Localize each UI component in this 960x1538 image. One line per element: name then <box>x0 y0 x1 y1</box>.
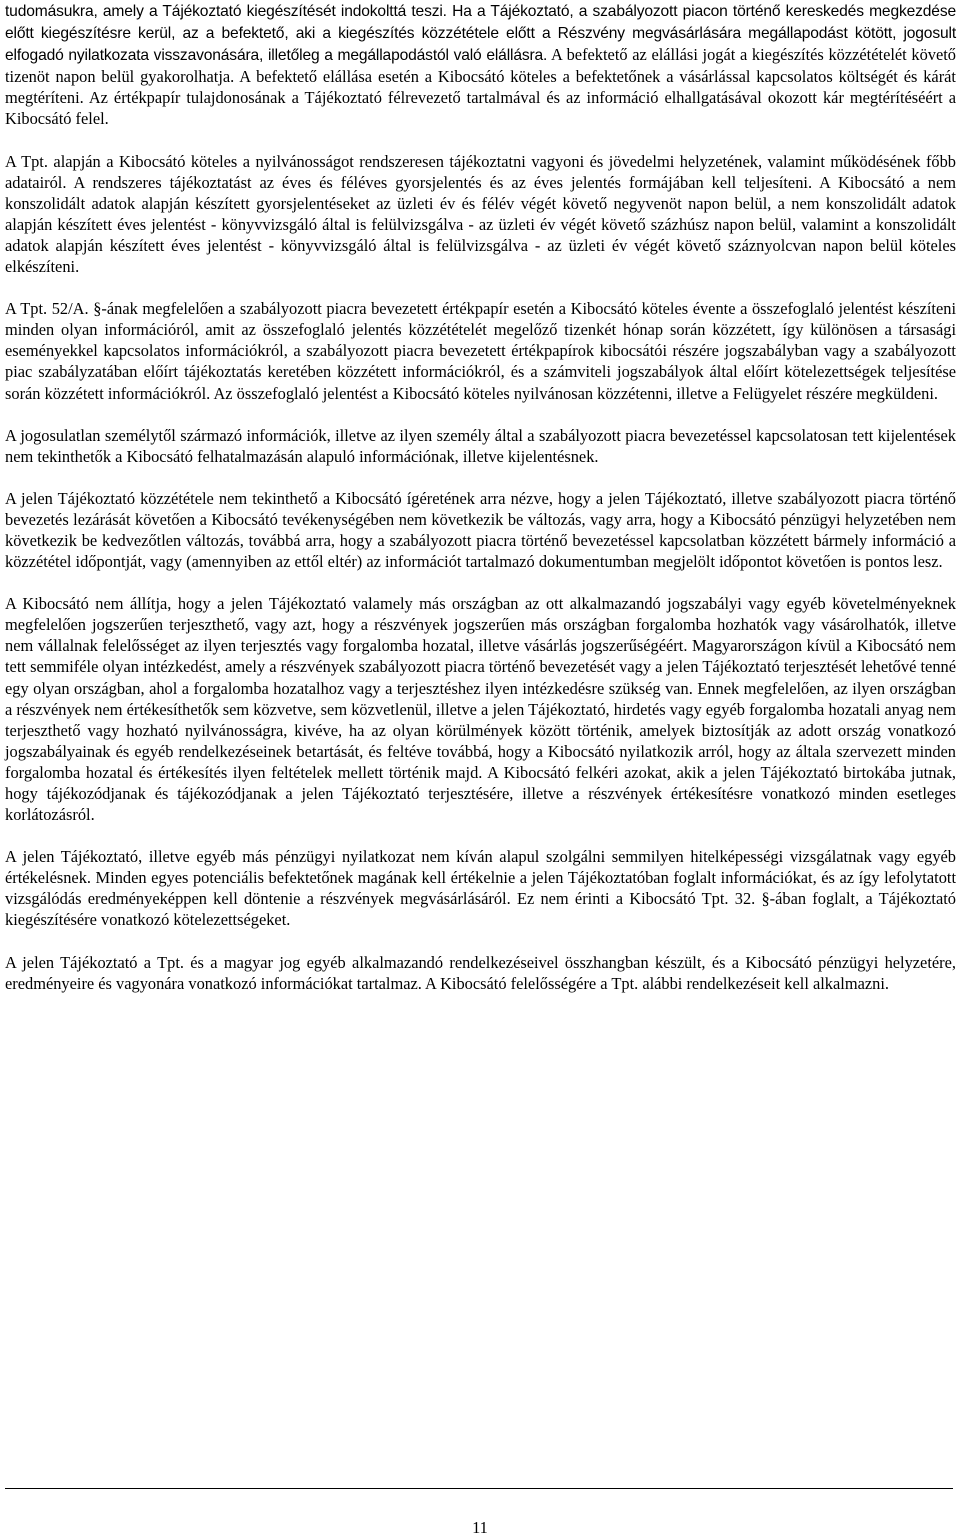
paragraph-summary-report: A Tpt. 52/A. §-ának megfelelően a szabályozott piacra bevezetett értékpapír esetén a Kibocsátó köteles évente a összefoglaló jelentést készíteni minden olyan információról, amit az összefoglaló jelentés közzétételét megelőző tizenkét hónap során közzétett, így különösen a társasági eseményekkel kapcsolatos információkról, a szabályozott piacra bevezetett értékpapírok kibocsátói részére jogszabályban vagy a szabályozott piac szabályzatában előírt tájékoztatás keretében közzétett információkról, és a számviteli jogszabályok által előírt kötelezettségek teljesítése során közzétett információkról. Az összefoglaló jelentést a Kibocsátó köteles nyilvánosan közzétenni, illetve a Felügyelet részére megküldeni. <box>5 299 956 403</box>
paragraph-applicable-law: A jelen Tájékoztató a Tpt. és a magyar jog egyéb alkalmazandó rendelkezéseivel összhangban készült, és a Kibocsátó pénzügyi helyzetére, eredményeire és vagyonára vonatkozó információkat tartalmaz. A Kibocsátó felelősségére a Tpt. alábbi rendelkezéseit kell alkalmazni. <box>5 952 956 993</box>
footer-divider <box>5 1488 953 1489</box>
paragraph-regular-reporting: A Tpt. alapján a Kibocsátó köteles a nyilvánosságot rendszeresen tájékoztatni vagyoni és jövedelmi helyzetének, valamint működésének főbb adatairól. A rendszeres tájékoztatást az éves és féléves gyorsjelentés és az éves jelentés formájában kell teljesíteni. A Kibocsátó a nem konszolidált adatok alapján készített gyorsjelentéseket az üzleti év és félév végét követő negyvenöt napon belül, a nem konszolidált adatok alapján készített éves jelentést - könyvvizsgáló által is felülvizsgálva - az üzleti év végét követő százhúsz napon belül, valamint a konszolidált adatok alapján készített éves jelentést - könyvvizsgáló által is felülvizsgálva - az üzleti év végét követő száznyolcvan napon belül köteles elkészíteni. <box>5 151 956 277</box>
page-number: 11 <box>472 1518 488 1537</box>
paragraph-investor-evaluation: A jelen Tájékoztató, illetve egyéb más pénzügyi nyilatkozat nem kíván alapul szolgálni semmilyen hitelképességi vizsgálatnak vagy egyéb értékelésnek. Minden egyes potenciális befektetőnek magának kell értékelnie a jelen Tájékoztatóban foglalt információkat, és az így lefolytatott vizsgálódás eredményeképpen kell döntenie a részvények megvásárlásáról. Ez nem érinti a Kibocsátó Tpt. 32. §-ában foglalt, a Tájékoztató kiegészítésére vonatkozó kötelezettségeket. <box>5 847 956 930</box>
paragraph-unauthorized-information: A jogosulatlan személytől származó információk, illetve az ilyen személy által a szabályozott piacra bevezetéssel kapcsolatosan tett kijelentések nem tekinthetők a Kibocsátó felhatalmazásán alapuló információnak, illetve kijelentésnek. <box>5 425 956 466</box>
paragraph-withdrawal-right <box>5 0 956 130</box>
paragraph-withdrawal-right-rest: A befektető az elállási jogát a kiegészítés közzétételét követő tizenöt napon belül gyakorolhatja. A befektető elállása esetén a Kibocsátó köteles a befektetőnek a vásárlással kapcsolatos költségét és kárát megtéríteni. Az értékpapír tulajdonosának a Tájékoztató félrevezető tartalmával és az információ elhallgatásával okozott kár megtérítéséért a Kibocsátó felel. <box>5 45 956 129</box>
paragraph-foreign-distribution: A Kibocsátó nem állítja, hogy a jelen Tájékoztató valamely más országban az ott alkalmazandó jogszabályi vagy egyéb követelményeknek megfelelően jogszerűen terjeszthető, vagy azt, hogy a részvények jogszerűen más országban forgalomba hozhatók vagy vásárolhatók, illetve nem vállalnak felelősséget az ilyen terjesztés vagy forgalomba hozatal, illetve vásárlás jogszerűségéért. Magyarországon kívül a Kibocsátó nem tett semmiféle olyan intézkedést, amely a részvények szabályozott piacra történő bevezetését vagy a jelen Tájékoztató terjesztését lehetővé tenné egy olyan országban, ahol a forgalomba hozatalhoz vagy a terjesztéshez ilyen intézkedésre szükség van. Ennek megfelelően, az ilyen országban a részvények nem értékesíthetők sem közvetve, sem közvetlenül, illetve a jelen Tájékoztató, hirdetés vagy egyéb forgalomba hozatali anyag nem terjeszthető vagy hozható nyilvánosságra, kivéve, ha az olyan körülmények között történik, amelyek biztosítják az adott ország vonatkozó jogszabályainak és egyéb rendelkezéseinek betartását, és feltéve továbbá, hogy a Kibocsátó nyilatkozik arról, hogy az általa szervezett minden forgalomba hozatal és értékesítés ilyen feltételek mellett történik majd. A Kibocsátó felkéri azokat, akik a jelen Tájékoztató birtokába jutnak, hogy tájékozódjanak és tájékozódjanak a jelen Tájékoztató terjesztésére, illetve a részvények értékesítésre vonatkozó minden esetleges korlátozásról. <box>5 594 956 825</box>
paragraph-no-promise: A jelen Tájékoztató közzététele nem tekinthető a Kibocsátó ígéretének arra nézve, hogy a jelen Tájékoztató, illetve szabályozott piacra történő bevezetés lezárását követően a Kibocsátó tevékenységében nem következik be változás, vagy arra, hogy a Kibocsátó pénzügyi helyzetében nem következik be kedvezőtlen változás, továbbá arra, hogy a szabályozott piacra történő bevezetéssel kapcsolatban közzétett bármely információ a közzététel időpontját, vagy (amennyiben az ettől eltér) az információt tartalmazó dokumentumban megjelölt időpontot követően is pontos lesz. <box>5 488 956 572</box>
paragraph-withdrawal-right-intro: tudomásukra, amely a Tájékoztató kiegészítését indokolttá teszi. Ha a Tájékoztató, a szabályozott piacon történő kereskedés megkezdése előtt kiegészítésre kerül, az a befektető, aki a kiegészítés közzététele előtt a Részvény megvásárlására megállapodást kötött, jogosult elfogadó nyilatkozata visszavonására, illetőleg a megállapodástól való elállásra. <box>5 3 956 65</box>
document-body <box>5 0 956 994</box>
